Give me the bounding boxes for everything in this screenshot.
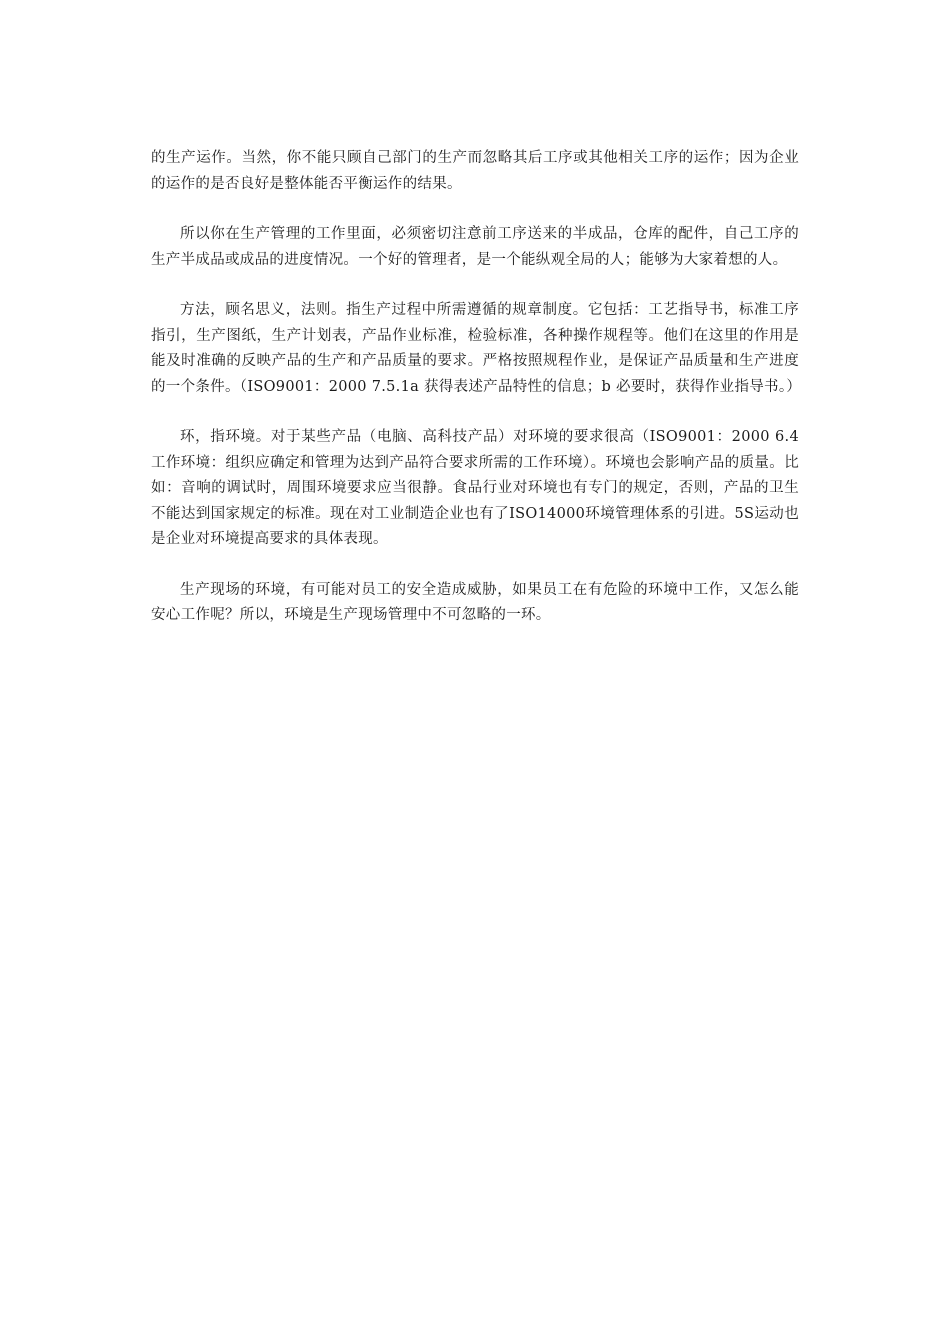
document-body (151, 146, 802, 654)
paragraph-3: 方法，顾名思义，法则。指生产过程中所需遵循的规章制度。它包括：工艺指导书，标准工序指引，生产图纸，生产计划表，产品作业标准，检验标准，各种操作规程等。他们在这里的作用是能及时准确的反映产品的生产和产品质量的要求。严格按照规程作业，是保证产品质量和生产进度的一个条件。（ISO9001：2000 7.5.1a 获得表述产品特性的信息；b 必要时，获得作业指导书。） (151, 302, 802, 395)
paragraph-1: 的生产运作。当然，你不能只顾自己部门的生产而忽略其后工序或其他相关工序的运作；因为企业的运作的是否良好是整体能否平衡运作的结果。 (151, 150, 799, 192)
paragraph-2: 所以你在生产管理的工作里面，必须密切注意前工序送来的半成品，仓库的配件，自己工序的生产半成品或成品的进度情况。一个好的管理者，是一个能纵观全局的人；能够为大家着想的人。 (151, 226, 799, 268)
paragraph-4: 环，指环境。对于某些产品（电脑、高科技产品）对环境的要求很高（ISO9001：2000 6.4 工作环境：组织应确定和管理为达到产品符合要求所需的工作环境）。环境也会影响产品的质量。比如：音响的调试时，周围环境要求应当很静。食品行业对环境也有专门的规定，否则，产品的卫生不能达到国家规定的标准。现在对工业制造企业也有了ISO14000环境管理体系的引进。5S运动也是企业对环境提高要求的具体表现。 (151, 429, 799, 547)
paragraph-5: 生产现场的环境，有可能对员工的安全造成威胁，如果员工在有危险的环境中工作，又怎么能安心工作呢？所以，环境是生产现场管理中不可忽略的一环。 (151, 581, 799, 623)
